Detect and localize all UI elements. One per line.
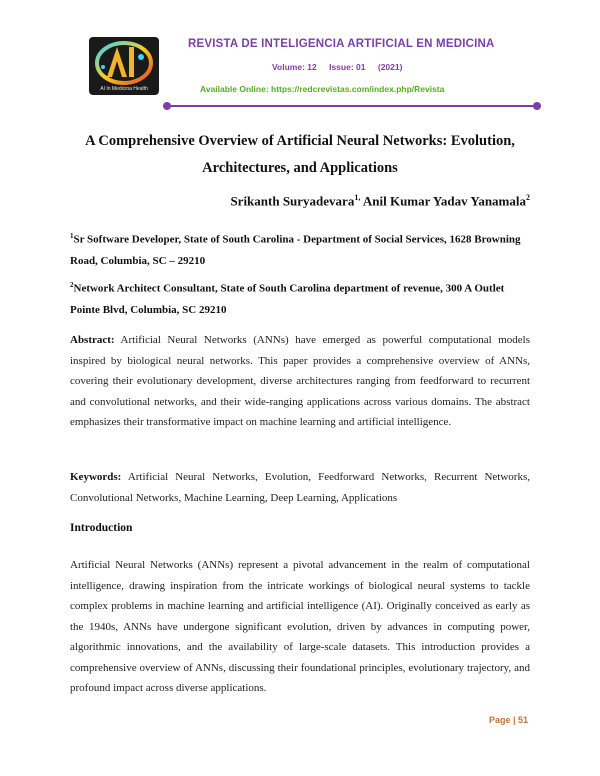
keywords [70,467,530,508]
paper-title: A Comprehensive Overview of Artificial Neural Networks: Evolution, Architectures, and Applications [85,133,515,176]
volume-label: Volume: 12 [272,62,317,72]
author-line [230,193,530,209]
abstract-text: Artificial Neural Networks (ANNs) have emerged as powerful computational models inspired by biological neural networks. This paper provides a comprehensive overview of ANNs, covering their evolutionary development, diverse architectures ranging from feedforward to recurrent and convolutional networks, and their wide-ranging applications across various domains. The abstract emphasizes their transformative impact on machine learning and artificial intelligence. [70,334,530,428]
author-2-affil-mark: 2 [526,193,530,202]
divider-dot-right [533,102,541,110]
author-2: Anil Kumar Yadav Yanamala [360,193,526,209]
author-1: Srikanth Suryadevara [230,193,355,209]
page-number: Page | 51 [488,715,528,725]
header-divider [167,105,537,107]
abstract [70,330,530,433]
abstract-label: Abstract: [70,334,115,346]
journal-title: REVISTA DE INTELIGENCIA ARTIFICIAL EN MEDICINA [188,38,495,50]
affiliation-1-mark: 1 [70,232,74,240]
journal-logo [89,37,159,95]
available-online-link[interactable]: Available Online: https://redcrevistas.com/index.php/Revista [200,84,445,94]
affiliation-2 [70,275,530,321]
issue-line [272,62,412,72]
introduction-paragraph: Artificial Neural Networks (ANNs) represent a pivotal advancement in the realm of computational intelligence, drawing inspiration from the intricate workings of biological neural systems to tackle complex problems in machine learning and artificial intelligence (AI). Originally conceived as early as the 1940s, ANNs have undergone significant evolution, driven by advances in computing power, algorithmic innovations, and the availability of large-scale datasets. This introduction provides a comprehensive overview of ANNs, discussing their foundational principles, evolutionary trajectory, and profound impact across diverse applications. [70,559,530,694]
affiliation-1-text: Sr Software Developer, State of South Carolina - Department of Social Services, 1628 Browning Road, Columbia, SC – 29210 [70,233,521,267]
year-label: (2021) [377,62,403,72]
affiliation-1 [70,226,530,272]
affiliation-2-text: Network Architect Consultant, State of South Carolina department of revenue, 300 A Outlet Pointe Blvd, Columbia, SC 29210 [70,282,505,316]
keywords-text: Artificial Neural Networks, Evolution, Feedforward Networks, Recurrent Networks, Convolutional Networks, Machine Learning, Deep Learning, Applications [70,471,530,504]
divider-dot-left [163,102,171,110]
logo-caption: AI In Medicina Health [100,86,148,92]
author-1-affil-mark: 1, [354,193,361,202]
keywords-label: Keywords: [70,471,122,483]
introduction-heading: Introduction [70,522,133,534]
affiliation-2-mark: 2 [70,281,74,289]
issue-label: Issue: 01 [329,62,366,72]
